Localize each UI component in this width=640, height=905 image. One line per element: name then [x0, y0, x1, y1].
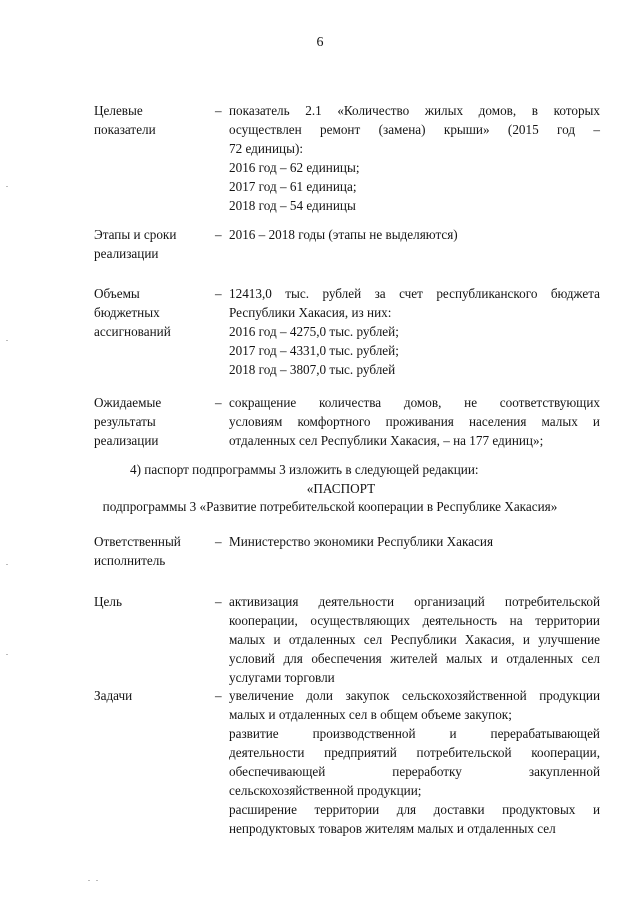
row-label-line: Ожидаемые	[94, 395, 162, 410]
row-label-line: Целевые	[94, 103, 143, 118]
content-line: кооперации, осуществляющих деятельность на территории	[229, 613, 600, 628]
scan-speck	[6, 654, 8, 655]
row-label	[94, 284, 206, 341]
row-dash: –	[215, 103, 222, 118]
content-line: обеспечивающей переработку закупленной	[229, 764, 600, 779]
row-dash: –	[215, 286, 222, 301]
scan-speck	[96, 880, 98, 881]
row-label-line: исполнитель	[94, 553, 166, 568]
content-line: сельскохозяйственной продукции;	[229, 783, 422, 798]
content-line: 12413,0 тыс. рублей за счет республиканского бюджета	[229, 286, 600, 301]
content-line: Республики Хакасия, из них:	[229, 305, 392, 320]
content-line: 2018 год – 54 единицы	[229, 198, 356, 213]
content-line: непродуктовых товаров жителям малых и отдаленных сел	[229, 821, 556, 836]
content-line: деятельности предприятий потребительской кооперации,	[229, 745, 600, 760]
row-label	[94, 101, 206, 139]
row-dash: –	[215, 688, 222, 703]
scan-speck	[6, 564, 8, 565]
content-line: 2017 год – 4331,0 тыс. рублей;	[229, 343, 399, 358]
row-label-line: Задачи	[94, 688, 133, 703]
row-label	[94, 592, 206, 611]
content-line: развитие производственной и перерабатывающей	[229, 726, 600, 741]
scan-speck	[6, 186, 8, 187]
content-line: показатель 2.1 «Количество жилых домов, в которых	[229, 103, 600, 118]
row-dash: –	[215, 227, 222, 242]
row-label	[94, 686, 206, 705]
content-line: услугами торговли	[229, 670, 335, 685]
row-label-line: Объемы	[94, 286, 140, 301]
scan-speck	[88, 880, 90, 881]
passport-subtitle: подпрограммы 3 «Развитие потребительской кооперации в Республике Хакасия»	[102, 499, 558, 514]
content-line: малых и отдаленных сел Республики Хакасия, и улучшение	[229, 632, 600, 647]
content-line: 2018 год – 3807,0 тыс. рублей	[229, 362, 396, 377]
row-content	[229, 101, 600, 215]
content-line: 72 единицы):	[229, 141, 304, 156]
row-label-line: ассигнований	[94, 324, 171, 339]
row-label-line: показатели	[94, 122, 156, 137]
row-content	[229, 393, 600, 450]
row-content	[229, 686, 600, 838]
content-line: условиям комфортного проживания населения малых и	[229, 414, 600, 429]
row-label-line: Ответственный	[94, 534, 181, 549]
content-line: 2016 год – 62 единицы;	[229, 160, 360, 175]
row-content	[229, 532, 600, 551]
content-line: осуществлен ремонт (замена) крыши» (2015 год –	[229, 122, 600, 137]
row-content	[229, 592, 600, 687]
row-label	[94, 393, 206, 450]
content-line: Министерство экономики Республики Хакасия	[229, 534, 494, 549]
row-label-line: реализации	[94, 433, 159, 448]
amendment-instruction: 4) паспорт подпрограммы 3 изложить в следующей редакции:	[130, 462, 479, 477]
content-line: 2016 – 2018 годы (этапы не выделяются)	[229, 227, 458, 242]
content-line: увеличение доли закупок сельскохозяйственной продукции	[229, 688, 600, 703]
row-label-line: Этапы и сроки	[94, 227, 177, 242]
row-dash: –	[215, 395, 222, 410]
scan-speck	[6, 340, 8, 341]
content-line: сокращение количества домов, не соответствующих	[229, 395, 600, 410]
row-content	[229, 225, 600, 244]
content-line: активизация деятельности организаций потребительской	[229, 594, 600, 609]
row-dash: –	[215, 594, 222, 609]
row-dash: –	[215, 534, 222, 549]
row-label-line: бюджетных	[94, 305, 160, 320]
row-label-line: результаты	[94, 414, 156, 429]
row-label	[94, 225, 206, 263]
content-line: 2017 год – 61 единица;	[229, 179, 357, 194]
row-label-line: Цель	[94, 594, 122, 609]
passport-title: «ПАСПОРТ	[306, 481, 376, 496]
content-line: расширение территории для доставки продуктовых и	[229, 802, 600, 817]
row-content	[229, 284, 600, 379]
content-line: 2016 год – 4275,0 тыс. рублей;	[229, 324, 399, 339]
row-label	[94, 532, 206, 570]
content-line: отдаленных сел Республики Хакасия, – на 177 единиц»;	[229, 433, 544, 448]
page-number: 6	[316, 35, 324, 50]
content-line: малых и отдаленных сел в общем объеме закупок;	[229, 707, 512, 722]
content-line: условий для обеспечения жителей малых и отдаленных сел	[229, 651, 600, 666]
row-label-line: реализации	[94, 246, 159, 261]
